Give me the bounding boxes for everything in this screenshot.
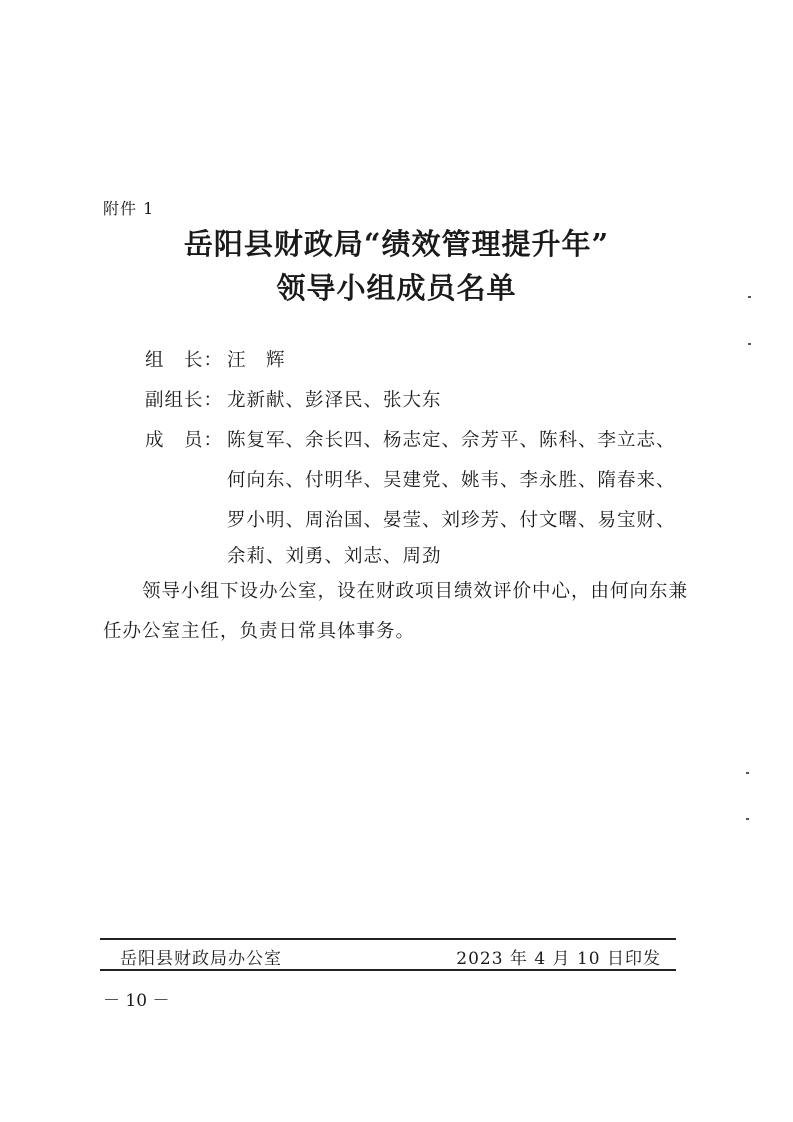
members-line3: 罗小明、周治国、晏莹、刘珍芳、付文曙、易宝财、 [227,510,676,531]
scan-speck [746,818,749,820]
leader-label: 组 长： [145,350,224,371]
members-label: 成 员： [145,430,224,451]
deputy-label: 副组长： [145,390,224,411]
leader-row [145,346,286,372]
footer-rule-top [100,938,676,940]
leader-value: 汪 辉 [227,350,286,371]
document-title-line1: 岳阳县财政局“绩效管理提升年” [183,227,610,261]
members-row [145,426,676,452]
footer-issuer: 岳阳县财政局办公室 [120,949,282,969]
footer-date: 2023 年 4 月 10 日印发 [456,949,661,969]
members-line2: 何向东、付明华、吴建党、姚韦、李永胜、隋春来、 [227,470,676,491]
document-title-line2: 领导小组成员名单 [276,271,517,305]
attachment-label: 附件 1 [103,199,155,218]
members-line1: 陈复军、余长四、杨志定、佘芳平、陈科、李立志、 [227,430,676,451]
deputy-row [145,386,442,412]
scan-speck [748,343,751,345]
footer-rule-bottom [100,969,676,971]
office-paragraph: 领导小组下设办公室，设在财政项目绩效评价中心，由何向东兼任办公室主任，负责日常具体事务。 [103,581,689,642]
page-number: － 10 － [103,991,170,1011]
scan-speck [746,772,749,774]
members-line4: 余莉、刘勇、刘志、周劲 [227,546,442,567]
scan-speck [748,296,751,298]
deputy-value: 龙新献、彭泽民、张大东 [227,390,442,411]
